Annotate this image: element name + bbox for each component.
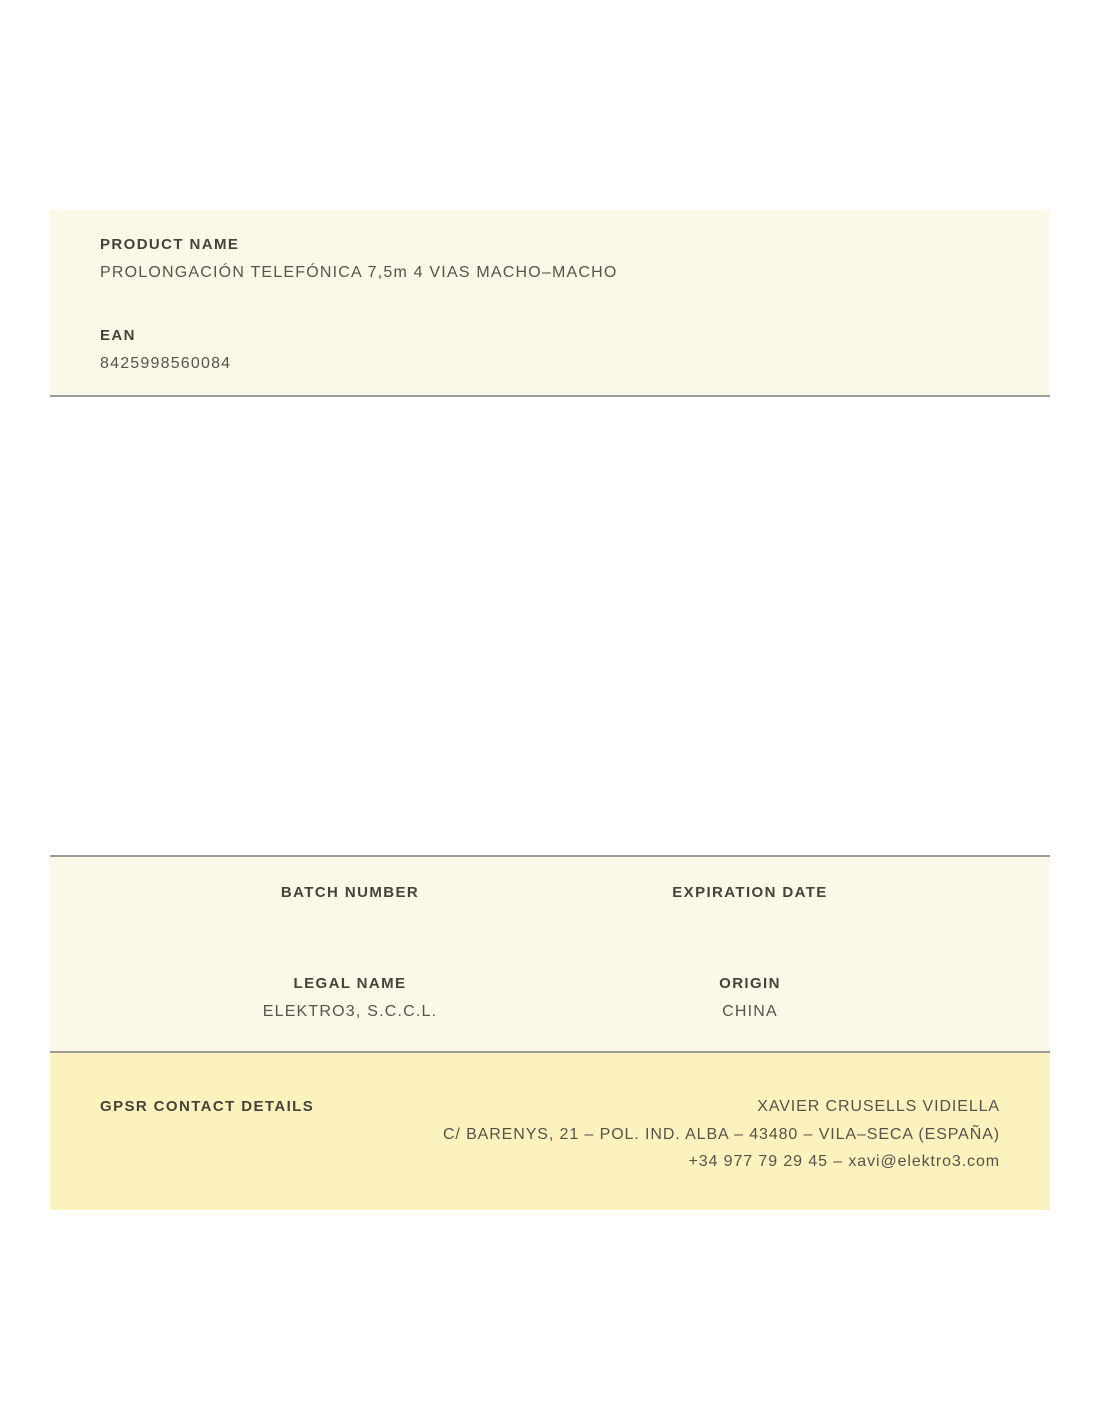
legal-name-cell bbox=[150, 976, 550, 1021]
gpsr-contact-person: XAVIER CRUSELLS VIDIELLA bbox=[757, 1098, 1000, 1115]
expiration-date-cell bbox=[550, 885, 950, 930]
batch-number-value bbox=[150, 912, 550, 930]
product-name-value: PROLONGACIÓN TELEFÓNICA 7,5m 4 VIAS MACHO–MACHO bbox=[100, 264, 618, 281]
batch-number-label: BATCH NUMBER bbox=[280, 884, 420, 901]
product-name-field bbox=[100, 237, 1000, 282]
legal-origin-row bbox=[150, 976, 950, 1021]
ean-field bbox=[100, 328, 1000, 373]
expiration-date-label: EXPIRATION DATE bbox=[672, 884, 828, 901]
batch-legal-panel bbox=[50, 855, 1050, 1053]
gpsr-contact-block bbox=[443, 1093, 1000, 1176]
origin-value: CHINA bbox=[722, 1003, 778, 1020]
product-info-panel bbox=[50, 210, 1050, 397]
ean-value: 8425998560084 bbox=[100, 355, 232, 372]
legal-name-value: ELEKTRO3, S.C.C.L. bbox=[262, 1003, 438, 1020]
batch-expiration-row bbox=[150, 885, 950, 930]
gpsr-contact-address: C/ BARENYS, 21 – POL. IND. ALBA – 43480 – VILA–SECA (ESPAÑA) bbox=[442, 1125, 1000, 1143]
gpsr-contact-label: GPSR CONTACT DETAILS bbox=[100, 1098, 315, 1115]
product-name-label: PRODUCT NAME bbox=[100, 236, 240, 253]
gpsr-contact-phone-email: +34 977 79 29 45 – xavi@elektro3.com bbox=[688, 1153, 1000, 1170]
gpsr-contact-panel bbox=[50, 1053, 1050, 1210]
origin-cell bbox=[550, 976, 950, 1021]
origin-label: ORIGIN bbox=[719, 975, 781, 992]
expiration-date-value bbox=[550, 912, 950, 930]
legal-name-label: LEGAL NAME bbox=[293, 975, 407, 992]
batch-number-cell bbox=[150, 885, 550, 930]
ean-label: EAN bbox=[100, 327, 136, 344]
